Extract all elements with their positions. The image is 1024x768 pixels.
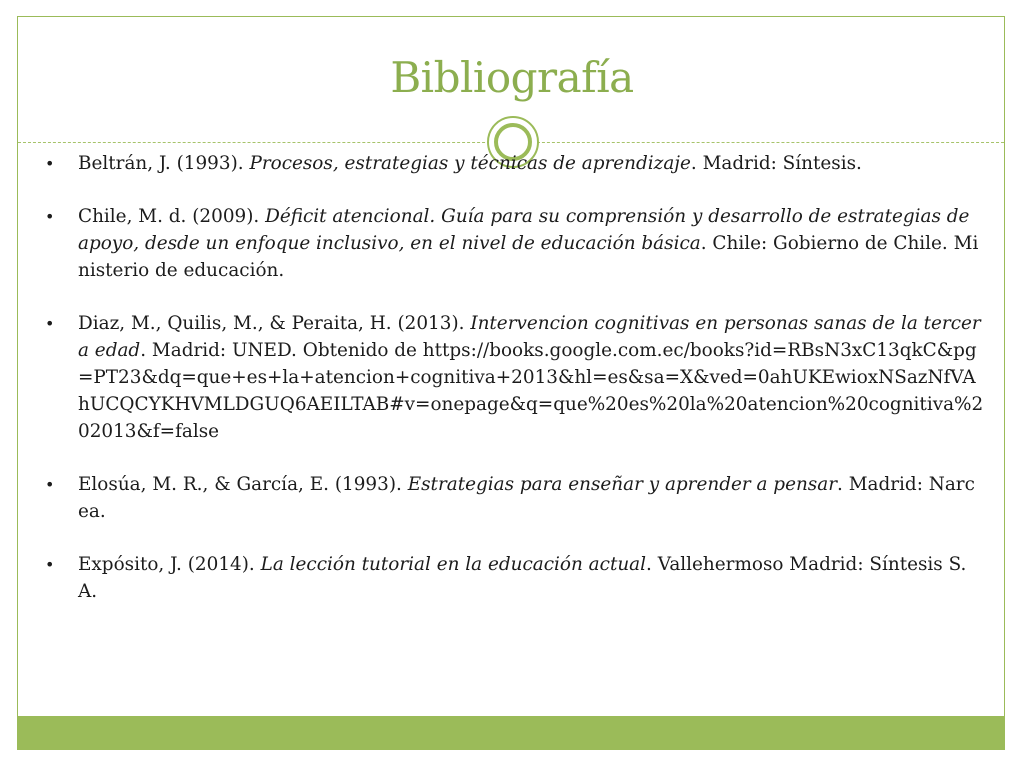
reference-authors: Elosúa, M. R., & García, E. (1993). <box>78 474 408 495</box>
reference-publisher: . Chile: Gobierno de Chile. Ministerio de educación. <box>78 233 979 281</box>
reference-title: Intervencion cognitivas en personas sanas de la tercera edad <box>78 313 981 361</box>
reference-publisher: . Madrid: UNED. Obtenido de https://books.google.com.ec/books?id=RBsN3xC13qkC&pg=PT23&dq=que+es+la+atencion+cognitiva+2013&hl=es&sa=X&ved=0ahUKEwioxNSazNfVAhUCQCYKHVMLDGUQ6AEILTAB#v=onepage&q=que%20es%20la%20atencion%20cognitiva%202013&f=false <box>78 340 984 442</box>
footer-bar <box>18 716 1004 750</box>
reference-publisher: . Vallehermoso Madrid: Síntesis S.A. <box>78 554 967 602</box>
reference-item <box>0 150 1024 177</box>
reference-title: Estrategias para enseñar y aprender a pensar <box>407 474 837 495</box>
reference-authors: Beltrán, J. (1993). <box>78 153 250 174</box>
bullet-icon: • <box>45 207 55 226</box>
reference-publisher: . Madrid: Síntesis. <box>690 153 862 174</box>
bullet-icon: • <box>45 154 55 173</box>
reference-item <box>0 203 1024 284</box>
slide-title: Bibliografía <box>390 53 634 102</box>
reference-authors: Diaz, M., Quilis, M., & Peraita, H. (2013). <box>78 313 471 334</box>
reference-item <box>0 310 1024 445</box>
reference-authors: Chile, M. d. (2009). <box>78 206 266 227</box>
reference-title: Déficit atencional. Guía para su comprensión y desarrollo de estrategias de apoyo, desde un enfoque inclusivo, en el nivel de educación básica <box>78 206 970 254</box>
reference-publisher: . Madrid: Narcea. <box>78 474 975 522</box>
reference-title: La lección tutorial en la educación actual <box>260 554 647 575</box>
reference-authors: Expósito, J. (2014). <box>78 554 261 575</box>
reference-item <box>0 551 1024 605</box>
bullet-icon: • <box>45 314 55 333</box>
reference-list <box>0 150 1024 605</box>
bullet-icon: • <box>45 555 55 574</box>
reference-item <box>0 471 1024 525</box>
bullet-icon: • <box>45 475 55 494</box>
reference-title: Procesos, estrategias y técnicas de aprendizaje <box>249 153 691 174</box>
